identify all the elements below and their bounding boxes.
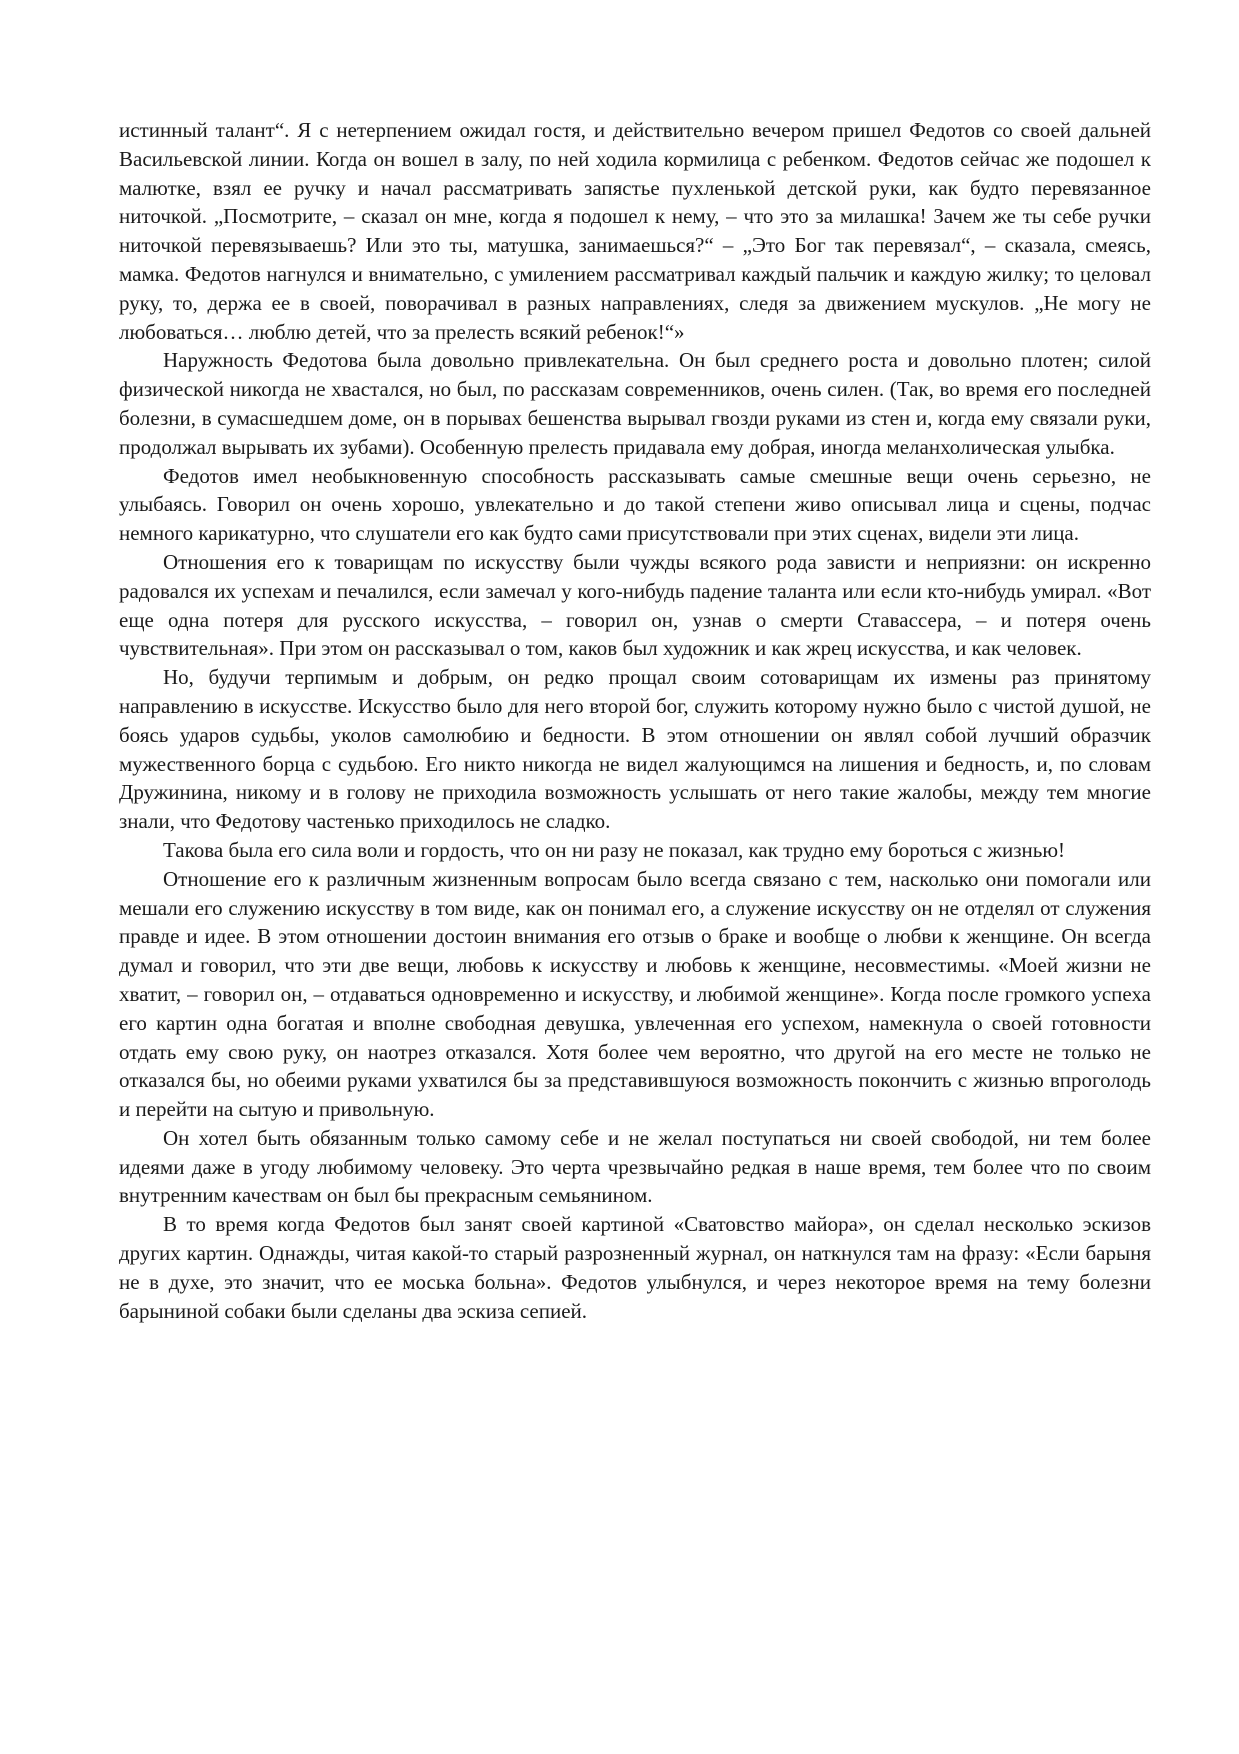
paragraph-1: истинный талант“. Я с нетерпением ожидал гостя, и действительно вечером пришел Федотов со своей дальней Васильевской линии. Когда он вошел в залу, по ней ходила кормилица с ребенком. Федотов сейчас же подошел к малютке, взял ее ручку и начал рассматривать запястье пухленькой детской руки, как будто перевязанное ниточкой. „Посмотрите, – сказал он мне, когда я подошел к нему, – что это за милашка! Зачем же ты себе ручки ниточкой перевязываешь? Или это ты, матушка, занимаешься?“ – „Это Бог так перевязал“, – сказала, смеясь, мамка. Федотов нагнулся и внимательно, с умилением рассматривал каждый пальчик и каждую жилку; то целовал руку, то, держа ее в своей, поворачивал в разных направлениях, следя за движением мускулов. „Не могу не любоваться… люблю детей, что за прелесть всякий ребенок!“» [119, 118, 1151, 344]
paragraph-4: Отношения его к товарищам по искусству были чужды всякого рода зависти и неприязни: он искренно радовался их успехам и печалился, если замечал у кого-нибудь падение таланта или если кто-нибудь умирал. «Вот еще одна потеря для русского искусства, – говорил он, узнав о смерти Ставассера, – и потеря очень чувствительная». При этом он рассказывал о том, каков был художник и как жрец искусства, и как человек. [119, 549, 1151, 661]
paragraph-6: Такова была его сила воли и гордость, что он ни разу не показал, как трудно ему бороться с жизнью! [163, 837, 1066, 862]
paragraph-2: Наружность Федотова была довольно привлекательна. Он был среднего роста и довольно плотен; силой физической никогда не хвастался, но был, по рассказам современников, очень силен. (Так, во время его последней болезни, в сумасшедшем доме, он в порывах бешенства вырывал гвозди руками из стен и, когда ему связали руки, продолжал вырывать их зубами). Особенную прелесть придавала ему добрая, иногда меланхолическая улыбка. [119, 348, 1151, 459]
paragraph-8: Он хотел быть обязанным только самому себе и не желал поступаться ни своей свободой, ни тем более идеями даже в угоду любимому человеку. Это черта чрезвычайно редкая в наше время, тем более что по своим внутренним качествам он был бы прекрасным семьянином. [119, 1125, 1151, 1208]
document-page [119, 116, 1151, 1325]
paragraph-5: Но, будучи терпимым и добрым, он редко прощал своим сотоварищам их измены раз принятому направлению в искусстве. Искусство было для него второй бог, служить которому нужно было с чистой душой, не боясь ударов судьбы, уколов самолюбию и бедности. В этом отношении он являл собой лучший образчик мужественного борца с судьбою. Его никто никогда не видел жалующимся на лишения и бедность, и, по словам Дружинина, никому и в голову не приходила возможность услышать от него такие жалобы, между тем многие знали, что Федотову частенько приходилось не сладко. [119, 665, 1151, 834]
paragraph-3: Федотов имел необыкновенную способность рассказывать самые смешные вещи очень серьезно, не улыбаясь. Говорил он очень хорошо, увлекательно и до такой степени живо описывал лица и сцены, подчас немного карикатурно, что слушатели его как будто сами присутствовали при этих сценах, видели эти лица. [119, 463, 1151, 546]
paragraph-7: Отношение его к различным жизненным вопросам было всегда связано с тем, насколько они помогали или мешали его служению искусству в том виде, как он понимал его, а служение искусству он не отделял от служения правде и идее. В этом отношении достоин внимания его отзыв о браке и вообще о любви к женщине. Он всегда думал и говорил, что эти две вещи, любовь к искусству и любовь к женщине, несовместимы. «Моей жизни не хватит, – говорил он, – отдаваться одновременно и искусству, и любимой женщине». Когда после громкого успеха его картин одна богатая и вполне свободная девушка, увлеченная его успехом, намекнула о своей готовности отдать ему свою руку, он наотрез отказался. Хотя более чем вероятно, что другой на его месте не только не отказался бы, но обеими руками ухватился бы за представившуюся возможность покончить с жизнью впроголодь и перейти на сытую и привольную. [119, 866, 1151, 1122]
paragraph-9: В то время когда Федотов был занят своей картиной «Сватовство майора», он сделал несколько эскизов других картин. Однажды, читая какой-то старый разрозненный журнал, он наткнулся там на фразу: «Если барыня не в духе, это значит, что ее моська больна». Федотов улыбнулся, и через некоторое время на тему болезни барыниной собаки были сделаны два эскиза сепией. [119, 1212, 1151, 1323]
